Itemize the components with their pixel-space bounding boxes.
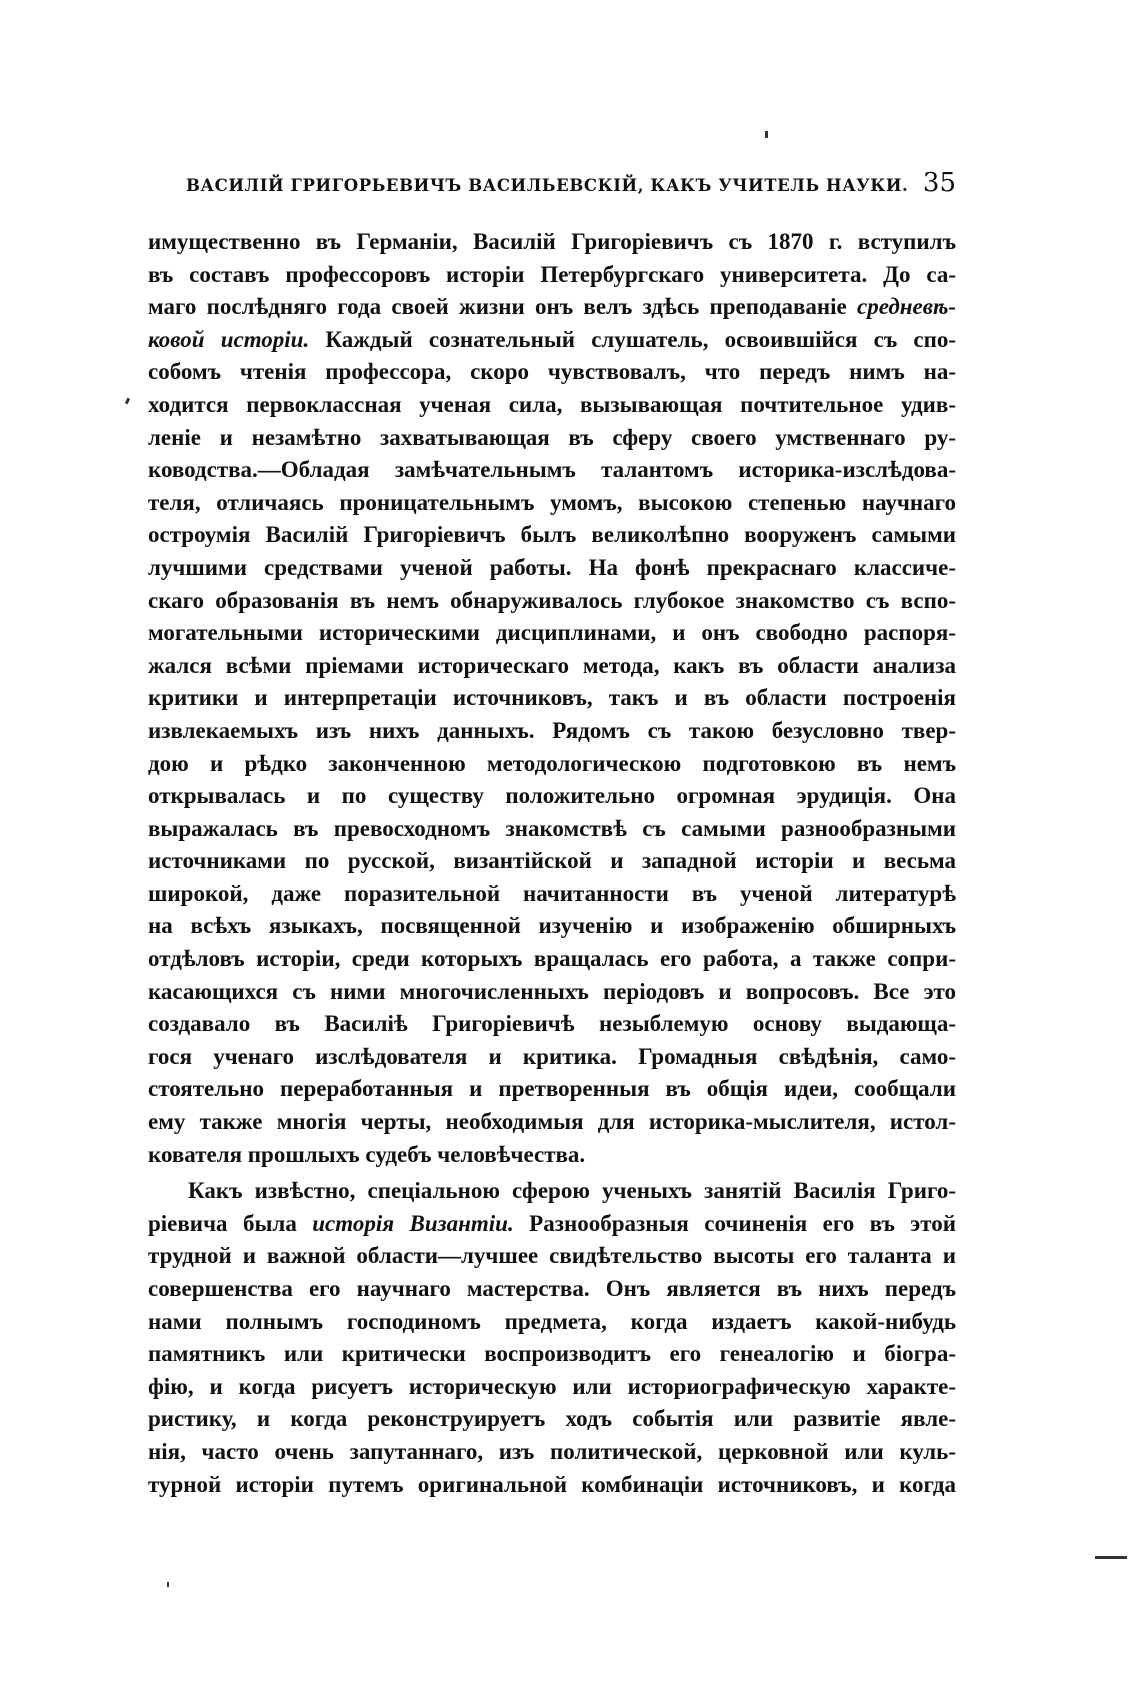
text-line: леніе и незамѣтно захватывающая въ сферу своего умственнаго ру- — [148, 424, 956, 450]
scan-speck — [125, 398, 130, 405]
text-line — [148, 324, 956, 357]
text-line — [148, 1208, 956, 1241]
scan-speck — [167, 1582, 169, 1587]
text-line: могательными историческими дисциплинами, и онъ свободно распоря- — [148, 620, 956, 646]
text-line: касающихся съ ними многочисленныхъ періодовъ и вопросовъ. Все это — [148, 978, 956, 1004]
text-fragment: маго послѣдняго года своей жизни онъ велъ здѣсь преподаваніе — [148, 294, 857, 320]
paragraph-1 — [148, 226, 956, 1171]
text-line: ководства.—Обладая замѣчательнымъ талантомъ историка-изслѣдова- — [148, 457, 956, 483]
text-line: фію, и когда рисуетъ историческую или историографическую характе- — [148, 1373, 956, 1399]
text-line: открывалась и по существу положительно огромная эрудиція. Она — [148, 783, 956, 809]
text-line: Какъ извѣстно, спеціальною сферою ученыхъ занятій Василія Григо- — [188, 1178, 956, 1204]
text-line: теля, отличаясь проницательнымъ умомъ, высокою степенью научнаго — [148, 489, 956, 515]
text-line: совершенства его научнаго мастерства. Онъ является въ нихъ передъ — [148, 1276, 956, 1301]
text-line: источниками по русской, византійской и западной исторіи и весьма — [148, 848, 956, 874]
paragraph-2 — [148, 1175, 956, 1501]
italic-term: ковой исторіи. — [148, 326, 310, 352]
text-fragment: Разнообразныя сочиненія его въ этой — [513, 1210, 956, 1236]
text-line: жался всѣми пріемами историческаго метода, какъ въ области анализа — [148, 652, 956, 678]
text-line: нами полнымъ господиномъ предмета, когда издаетъ какой-нибудь — [148, 1308, 956, 1334]
text-fragment: Каждый сознательный слушатель, освоившійся съ спо- — [309, 326, 956, 352]
scan-speck — [765, 131, 768, 138]
text-line: дою и рѣдко законченною методологическою подготовкою въ немъ — [148, 750, 956, 776]
text-fragment: ріевича была — [148, 1210, 313, 1236]
text-line — [148, 291, 956, 324]
text-line: турной исторіи путемъ оригинальной комбинаціи источниковъ, и когда — [148, 1471, 956, 1497]
page-number: 35 — [922, 168, 956, 198]
text-line: имущественно въ Германіи, Василій Григоріевичъ съ 1870 г. вступилъ — [148, 229, 956, 254]
italic-term: исторія Византіи. — [312, 1210, 514, 1236]
running-head — [186, 168, 956, 208]
text-line: гося ученаго изслѣдователя и критика. Громадныя свѣдѣнія, само- — [148, 1043, 956, 1069]
body-text — [148, 226, 956, 1501]
text-line: ему также многія черты, необходимыя для историка-мыслителя, истол- — [148, 1109, 956, 1135]
text-line: остроумія Василій Григоріевичъ былъ великолѣпно вооруженъ самыми — [148, 522, 956, 548]
text-line: создавало въ Василіѣ Григоріевичѣ незыблемую основу выдающа- — [148, 1011, 956, 1037]
text-line: памятникъ или критически воспроизводитъ его генеалогію и біогра- — [148, 1341, 956, 1367]
text-line: скаго образованія въ немъ обнаруживалось глубокое знакомство съ вспо- — [148, 587, 956, 613]
text-line: извлекаемыхъ изъ нихъ данныхъ. Рядомъ съ такою безусловно твер- — [148, 717, 956, 743]
text-line: въ составъ профессоровъ исторіи Петербургскаго университета. До са- — [148, 261, 956, 287]
text-line: на всѣхъ языкахъ, посвященной изученію и изображенію обширныхъ — [148, 913, 956, 939]
italic-term: средневѣ- — [856, 294, 956, 320]
scan-speck — [1095, 1556, 1127, 1559]
text-line: отдѣловъ исторіи, среди которыхъ вращалась его работа, а также сопри- — [148, 946, 956, 972]
text-line: ристику, и когда реконструируетъ ходъ событія или развитіе явле- — [148, 1406, 956, 1432]
text-line: стоятельно переработанныя и претворенныя въ общія идеи, сообщали — [148, 1076, 956, 1102]
text-line: выражалась въ превосходномъ знакомствѣ съ самыми разнообразными — [148, 815, 956, 841]
running-title: ВАСИЛІЙ ГРИГОРЬЕВИЧЪ ВАСИЛЬЕВСКІЙ, КАКЪ УЧИТЕЛЬ НАУКИ. — [186, 176, 909, 195]
text-line: кователя прошлыхъ судебъ человѣчества. — [148, 1141, 586, 1167]
text-line: критики и интерпретаціи источниковъ, такъ и въ области построенія — [148, 685, 956, 711]
text-line: трудной и важной области—лучшее свидѣтельство высоты его таланта и — [148, 1243, 956, 1269]
text-line: собомъ чтенія профессора, скоро чувствовалъ, что передъ нимъ на- — [148, 359, 956, 385]
text-line: нія, часто очень запутаннаго, изъ политической, церковной или куль- — [148, 1438, 956, 1464]
text-line: ходится первоклассная ученая сила, вызывающая почтительное удив- — [148, 391, 956, 417]
text-line: лучшими средствами ученой работы. На фонѣ прекраснаго классиче- — [148, 554, 956, 580]
text-line: широкой, даже поразительной начитанности въ ученой литературѣ — [148, 880, 956, 906]
